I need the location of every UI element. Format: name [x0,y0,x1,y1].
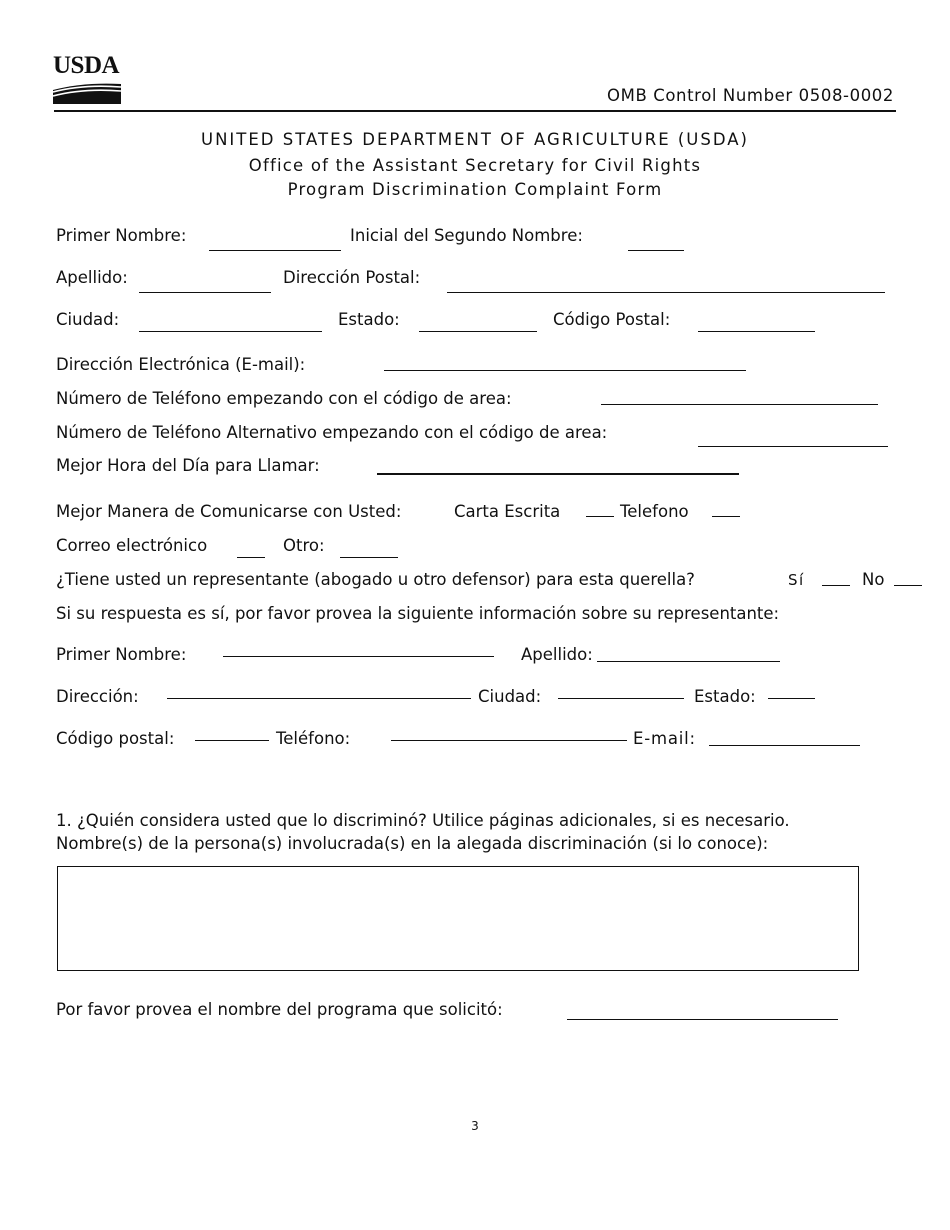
city-label: Ciudad: [56,310,120,329]
representative-yes-field[interactable] [822,585,850,586]
state-field[interactable] [419,331,537,332]
email-label: Dirección Electrónica (E-mail): [56,355,306,374]
rep-last-name-label: Apellido: [521,645,593,664]
first-name-label: Primer Nombre: [56,226,187,245]
program-field[interactable] [567,1019,838,1020]
first-name-field[interactable] [209,250,341,251]
city-field[interactable] [139,331,322,332]
rep-email-field[interactable] [709,745,860,746]
contact-email-label: Correo electrónico [56,536,208,555]
phone-label: Número de Teléfono empezando con el código de area: [56,389,512,408]
mailing-address-field[interactable] [447,292,885,293]
representative-no-field[interactable] [894,585,922,586]
rep-zip-label: Código postal: [56,729,175,748]
header-rule [54,110,896,112]
omb-control-number: OMB Control Number 0508-0002 [607,86,894,105]
rep-address-label: Dirección: [56,687,139,706]
contact-phone-label: Telefono [620,502,689,521]
rep-state-field[interactable] [768,698,815,699]
question1-line2: Nombre(s) de la persona(s) involucrada(s) en la alegada discriminación (si lo conoce): [56,834,769,853]
representative-yes-label: Sí [788,571,805,589]
email-field[interactable] [384,370,746,371]
office-title: Office of the Assistant Secretary for Civil Rights [248,156,702,175]
mailing-address-label: Dirección Postal: [283,268,421,287]
alt-phone-field[interactable] [698,446,888,447]
alt-phone-label: Número de Teléfono Alternativo empezando con el código de area: [56,423,608,442]
middle-initial-field[interactable] [628,250,684,251]
rep-email-label: E-mail: [633,729,696,748]
rep-address-field[interactable] [167,698,471,699]
rep-state-label: Estado: [694,687,756,706]
zip-label: Código Postal: [553,310,671,329]
usda-logo-hills-icon [53,78,123,104]
rep-zip-field[interactable] [195,740,269,741]
best-time-label: Mejor Hora del Día para Llamar: [56,456,320,475]
state-label: Estado: [338,310,400,329]
contact-phone-field[interactable] [712,516,740,517]
rep-city-label: Ciudad: [478,687,542,706]
usda-logo [53,52,123,104]
representative-instruction: Si su respuesta es sí, por favor provea la siguiente información sobre su representante: [56,604,780,623]
last-name-label: Apellido: [56,268,128,287]
last-name-field[interactable] [139,292,271,293]
question1-line1: 1. ¿Quién considera usted que lo discriminó? Utilice páginas adicionales, si es necesario. [56,811,790,830]
rep-phone-field[interactable] [391,740,627,741]
rep-city-field[interactable] [558,698,684,699]
middle-initial-label: Inicial del Segundo Nombre: [350,226,583,245]
contact-letter-field[interactable] [586,516,614,517]
rep-first-name-label: Primer Nombre: [56,645,187,664]
page-number: 3 [471,1119,479,1133]
rep-first-name-field[interactable] [223,656,494,657]
contact-letter-label: Carta Escrita [454,502,561,521]
rep-last-name-field[interactable] [597,661,780,662]
agency-title: UNITED STATES DEPARTMENT OF AGRICULTURE (USDA) [201,130,749,149]
contact-email-field[interactable] [237,557,265,558]
question1-answer-box[interactable] [57,866,859,971]
contact-method-label: Mejor Manera de Comunicarse con Usted: [56,502,402,521]
usda-logo-text: USDA [53,52,120,79]
zip-field[interactable] [698,331,815,332]
phone-field[interactable] [601,404,878,405]
form-title: Program Discrimination Complaint Form [287,180,663,199]
contact-other-field[interactable] [340,557,398,558]
representative-no-label: No [862,570,885,589]
contact-other-label: Otro: [283,536,325,555]
rep-phone-label: Teléfono: [276,729,351,748]
best-time-field[interactable] [377,473,739,475]
representative-question: ¿Tiene usted un representante (abogado u otro defensor) para esta querella? [56,570,695,589]
program-label: Por favor provea el nombre del programa que solicitó: [56,1000,503,1019]
